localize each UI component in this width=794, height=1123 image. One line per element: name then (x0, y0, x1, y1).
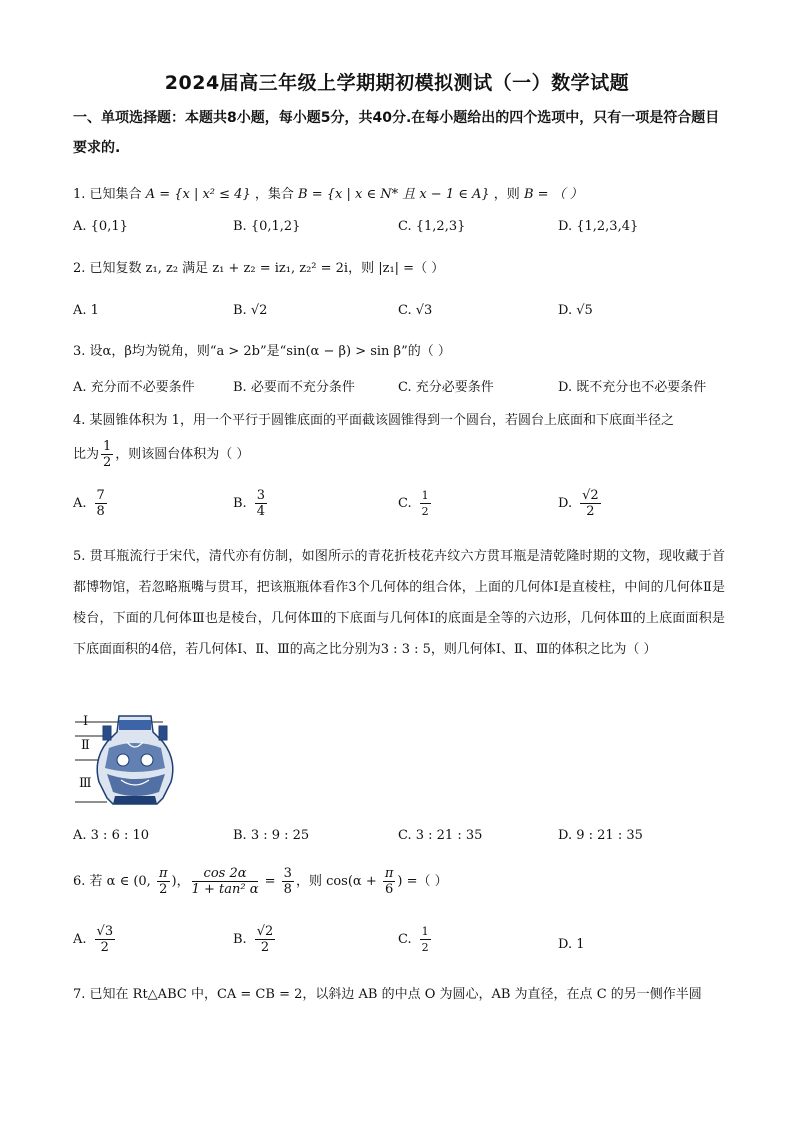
q2-option-a[interactable]: A. 1 (73, 303, 99, 318)
question-4-options (73, 488, 733, 528)
q3-option-c[interactable]: C. 充分必要条件 (398, 380, 494, 395)
question-1-options (73, 212, 733, 242)
q6-option-a-num: √3 (96, 924, 114, 939)
q1-text-a: 1. 已知集合 (73, 187, 142, 202)
q6-option-d-value: 1 (576, 937, 585, 952)
q5-option-b[interactable]: B. 3 : 9 : 25 (233, 828, 310, 843)
vase-image (73, 712, 183, 810)
q1-option-a[interactable]: A. {0,1} (73, 219, 128, 234)
q6-text-a: 6. 若 α ∈ (0, (73, 874, 155, 889)
q4-option-d-den: 2 (586, 504, 595, 519)
q3-option-b[interactable]: B. 必要而不充分条件 (233, 380, 355, 395)
q4-option-d[interactable] (558, 488, 603, 519)
q6-option-a-label: A. (73, 932, 87, 947)
q6-two: 2 (159, 882, 168, 897)
q6-den: 1 + tan² α (191, 882, 259, 897)
q4-option-b-num: 3 (256, 488, 265, 503)
question-7-stem: 7. 已知在 Rt△ABC 中，CA = CB = 2，以斜边 AB 的中点 O 为圆心，AB 为直径，在点 C 的另一侧作半圆 (73, 987, 702, 1002)
q6-eq: = (260, 874, 280, 889)
vase-label-2: Ⅱ (81, 738, 90, 753)
q4-option-b-label: B. (233, 496, 247, 511)
q6-option-a[interactable] (73, 924, 117, 955)
q1-option-b[interactable]: B. {0,1,2} (233, 219, 301, 234)
q5-option-c[interactable]: C. 3 : 21 : 35 (398, 828, 483, 843)
q2-option-b[interactable]: B. √2 (233, 303, 268, 318)
q4-option-d-label: D. (558, 496, 573, 511)
q6-option-d[interactable] (558, 924, 585, 966)
vase-figure (73, 712, 183, 810)
vase-label-3: Ⅲ (79, 776, 92, 791)
question-6-stem (73, 862, 723, 902)
q6-three: 3 (283, 866, 292, 881)
q1-set-b: B = {x | x ∈ N* 且 x − 1 ∈ A} (298, 187, 490, 202)
question-4-line-1: 4. 某圆锥体积为 1，用一个平行于圆锥底面的平面截该圆锥得到一个圆台，若圆台上底面和下底面半径之 (73, 413, 674, 428)
q4-option-a[interactable] (73, 488, 109, 519)
q2-option-c[interactable]: C. √3 (398, 303, 433, 318)
q6-text-b: )， (171, 874, 190, 889)
q6-option-c-label: C. (398, 932, 412, 947)
q6-cos2a: cos 2α (192, 866, 259, 882)
q6-option-c-num: 1 (421, 925, 429, 938)
question-5-options (73, 821, 733, 851)
q4-option-d-num: √2 (582, 488, 599, 503)
q6-option-b[interactable] (233, 924, 277, 955)
q6-option-c[interactable] (398, 924, 433, 955)
q1-text-b: ，集合 (254, 187, 294, 202)
question-2-options (73, 296, 733, 326)
q4-option-c[interactable] (398, 488, 433, 519)
question-3-stem: 3. 设α，β均为锐角，则“a > 2b”是“sin(α − β) > sin β”的（ ） (73, 344, 451, 359)
q1-option-d[interactable]: D. {1,2,3,4} (558, 219, 639, 234)
q3-option-a[interactable]: A. 充分而不必要条件 (73, 380, 195, 395)
q4-option-a-den: 8 (96, 504, 105, 519)
q6-pi-2: π (384, 866, 394, 881)
q1-option-c[interactable]: C. {1,2,3} (398, 219, 466, 234)
q4-option-b-den: 4 (256, 504, 265, 519)
q4-option-a-label: A. (73, 496, 87, 511)
q4-option-b[interactable] (233, 488, 269, 519)
q1-text-c: ，则 (493, 187, 520, 202)
q6-option-d-label: D. (558, 937, 573, 952)
q4-ratio-den: 2 (103, 455, 112, 470)
page-title: 2024届高三年级上学期期初模拟测试（一）数学试题 (164, 72, 630, 94)
question-6-options (73, 924, 733, 966)
q6-text-c: ，则 cos(α + (295, 874, 381, 889)
q6-option-b-label: B. (233, 932, 247, 947)
q2-option-d[interactable]: D. √5 (558, 303, 593, 318)
vase-label-1: Ⅰ (83, 714, 89, 729)
section-heading: 一、单项选择题：本题共8小题，每小题5分，共40分.在每小题给出的四个选项中，只有一项是符合题目要求的. (73, 110, 720, 156)
q1-set-a: A = {x | x² ≤ 4} (145, 187, 251, 202)
q5-option-a[interactable]: A. 3 : 6 : 10 (73, 828, 150, 843)
q6-six: 6 (384, 882, 394, 897)
q4-option-c-den: 2 (421, 505, 429, 518)
q4-text-a: 比为 (73, 447, 100, 462)
q4-text-b: ，则该圆台体积为（ ） (115, 447, 250, 462)
q6-option-b-den: 2 (260, 940, 270, 955)
question-1-stem (73, 180, 723, 210)
q3-option-d[interactable]: D. 既不充分也不必要条件 (558, 380, 707, 395)
q6-eight: 8 (283, 882, 292, 897)
question-5-text: 5. 贯耳瓶流行于宋代，清代亦有仿制，如图所示的青花折枝花卉纹六方贯耳瓶是清乾隆时期的文物，现收藏于首都博物馆，若忽略瓶嘴与贯耳，把该瓶瓶体看作3个几何体的组合体，上面的几何体Ⅰ是直棱柱，中间的几何体Ⅱ是棱台，下面的几何体Ⅲ也是棱台，几何体Ⅲ的下底面与几何体Ⅰ的底面是全等的六边形，几何体Ⅲ的上底面面积是下底面面积的4倍，若几何体Ⅰ、Ⅱ、Ⅲ的高之比分别为3 : 3 : 5，则几何体Ⅰ、Ⅱ、Ⅲ的体积之比为（ ） (73, 549, 725, 657)
q6-option-a-den: 2 (100, 940, 109, 955)
q6-text-d: ) =（ ） (397, 874, 448, 889)
q6-option-c-den: 2 (421, 941, 429, 954)
question-3-options (73, 373, 733, 403)
q4-option-c-label: C. (398, 496, 412, 511)
q4-option-a-num: 7 (96, 488, 105, 503)
q4-ratio-num: 1 (103, 439, 112, 454)
q1-ask: B = （ ） (523, 187, 583, 202)
q6-option-b-num: √2 (256, 924, 274, 939)
q5-option-d[interactable]: D. 9 : 21 : 35 (558, 828, 643, 843)
question-4-line-2 (73, 438, 723, 472)
q6-pi-1: π (158, 866, 168, 881)
q4-option-c-num: 1 (421, 489, 429, 502)
q4-ratio-fraction (101, 439, 113, 470)
question-2-stem: 2. 已知复数 z₁, z₂ 满足 z₁ + z₂ = iz₁, z₂² = 2i，则 |z₁| =（ ） (73, 261, 445, 276)
